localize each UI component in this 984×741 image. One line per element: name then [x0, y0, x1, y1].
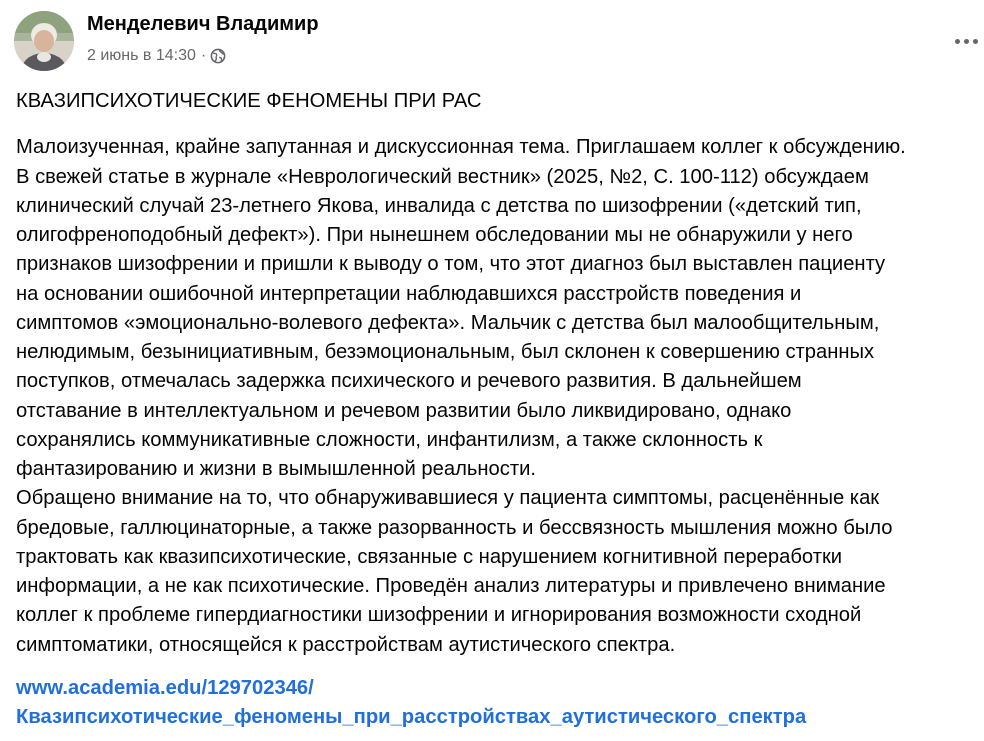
- author-name[interactable]: Менделевич Владимир: [87, 13, 319, 35]
- text-line: поступков, отмечалась задержка психического и речевого развития. В дальнейшем: [16, 370, 802, 393]
- text-line: сохранялись коммуникативные сложности, инфантилизм, а также склонность к: [16, 428, 763, 451]
- post-meta: [87, 47, 226, 65]
- text-line: бредовые, галлюцинаторные, а также разорванность и бессвязность мышления можно было: [16, 516, 893, 539]
- post-date[interactable]: 2 июнь в 14:30: [87, 47, 196, 64]
- meta-separator: ·: [200, 47, 207, 64]
- post-title: КВАЗИПСИХОТИЧЕСКИЕ ФЕНОМЕНЫ ПРИ РАС: [16, 90, 482, 112]
- text-line: симптомов «эмоционально-волевого дефекта». Мальчик с детства был малообщительным,: [16, 311, 880, 334]
- text-line: Обращено внимание на то, что обнаруживавшиеся у пациента симптомы, расценённые как: [16, 487, 880, 510]
- text-line: Малоизученная, крайне запутанная и дискуссионная тема. Приглашаем коллег к обсуждению.: [16, 136, 906, 159]
- text-line: трактовать как квазипсихотические, связанные с нарушением когнитивной переработки: [16, 545, 843, 568]
- text-line: на основании ошибочной интерпретации наблюдавшихся расстройств поведения и: [16, 282, 802, 305]
- author-avatar[interactable]: [14, 11, 74, 71]
- text-line: нелюдимым, безынициативным, безэмоциональным, был склонен к совершению странных: [16, 341, 875, 363]
- post-header: [12, 11, 984, 73]
- text-line: клинический случай 23-летнего Якова, инвалида с детства по шизофрении («детский тип,: [16, 194, 862, 217]
- text-line: олигофреноподобный дефект»). При нынешнем обследовании мы не обнаружили у него: [16, 224, 853, 246]
- more-options-icon[interactable]: [948, 29, 984, 53]
- text-line: коллег к проблеме гипердиагностики шизофрении и игнорирования возможности сходной: [16, 604, 862, 627]
- text-line: симптоматики, относящейся к расстройствам аутистического спектра.: [16, 633, 676, 656]
- article-link-line2[interactable]: Квазипсихотические_феномены_при_расстройствах_аутистического_спектра: [16, 706, 807, 728]
- article-link: [16, 674, 984, 733]
- text-line: фантазированию и жизни в вымышленной реальности.: [16, 458, 536, 480]
- text-line: отставание в интеллектуальном и речевом развитии было ликвидировано, однако: [16, 399, 792, 422]
- avatar-photo: [14, 11, 74, 71]
- article-link-line1[interactable]: www.academia.edu/129702346/: [16, 676, 314, 699]
- globe-icon[interactable]: [210, 48, 226, 64]
- text-line: В свежей статье в журнале «Неврологический вестник» (2025, №2, С. 100-112) обсуждаем: [16, 165, 869, 188]
- text-line: информации, а не как психотические. Проведён анализ литературы и привлечено внимание: [16, 575, 886, 597]
- text-line: признаков шизофрении и пришли к выводу о том, что этот диагноз был выставлен пациенту: [16, 253, 886, 276]
- post-text: [16, 133, 984, 660]
- post-body: [16, 87, 984, 732]
